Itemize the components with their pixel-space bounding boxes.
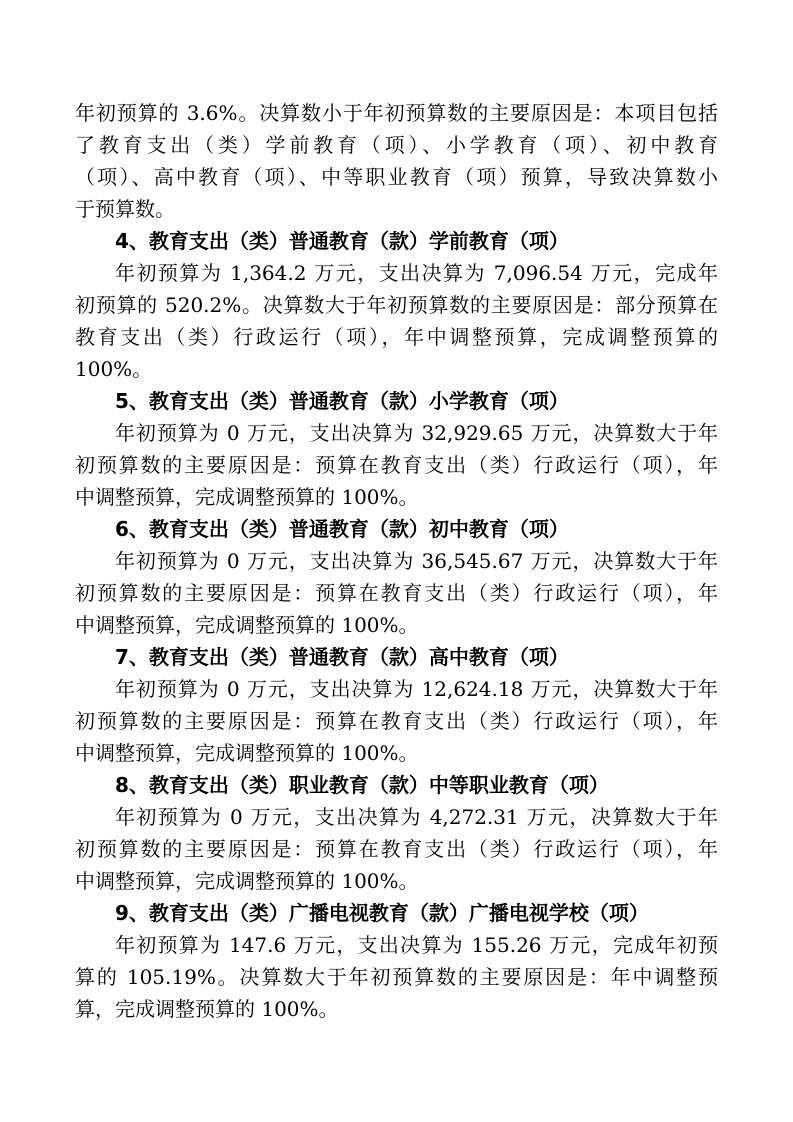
section-9-line-1: 年初预算为 147.6 万元，支出决算为 155.26 万元，完成年初预: [115, 933, 718, 957]
section-8-heading: 8、教育支出（类）职业教育（款）中等职业教育（项）: [115, 773, 609, 797]
section-7-line-3: 中调整预算，完成调整预算的 100%。: [75, 741, 419, 765]
section-5-line-1: 年初预算为 0 万元，支出决算为 32,929.65 万元，决算数大于年: [115, 421, 718, 445]
section-8-line-1: 年初预算为 0 万元，支出决算为 4,272.31 万元，决算数大于年: [115, 805, 718, 829]
intro-line-2: 了教育支出（类）学前教育（项）、小学教育（项）、初中教育: [75, 133, 718, 157]
section-5-line-2: 初预算数的主要原因是：预算在教育支出（类）行政运行（项），年: [75, 453, 718, 477]
section-8-line-3: 中调整预算，完成调整预算的 100%。: [75, 869, 419, 893]
section-8-line-2: 初预算数的主要原因是：预算在教育支出（类）行政运行（项），年: [75, 837, 718, 861]
section-9-line-3: 算，完成调整预算的 100%。: [75, 997, 339, 1021]
section-6-line-1: 年初预算为 0 万元，支出决算为 36,545.67 万元，决算数大于年: [115, 549, 718, 573]
section-9-heading: 9、教育支出（类）广播电视教育（款）广播电视学校（项）: [115, 901, 649, 925]
section-5-line-3: 中调整预算，完成调整预算的 100%。: [75, 485, 419, 509]
section-5-heading: 5、教育支出（类）普通教育（款）小学教育（项）: [115, 389, 569, 413]
section-4-line-4: 100%。: [75, 357, 153, 381]
section-7-heading: 7、教育支出（类）普通教育（款）高中教育（项）: [115, 645, 569, 669]
section-7-line-2: 初预算数的主要原因是：预算在教育支出（类）行政运行（项），年: [75, 709, 718, 733]
intro-line-1: 年初预算的 3.6%。决算数小于年初预算数的主要原因是：本项目包括: [75, 101, 718, 125]
section-4-line-2: 初预算的 520.2%。决算数大于年初预算数的主要原因是：部分预算在: [75, 293, 718, 317]
intro-line-3: （项）、高中教育（项）、中等职业教育（项）预算，导致决算数小: [75, 165, 718, 189]
section-4-line-3: 教育支出（类）行政运行（项），年中调整预算，完成调整预算的: [75, 325, 718, 349]
section-7-line-1: 年初预算为 0 万元，支出决算为 12,624.18 万元，决算数大于年: [115, 677, 718, 701]
section-9-line-2: 算的 105.19%。决算数大于年初预算数的主要原因是：年中调整预: [75, 965, 718, 989]
section-6-line-2: 初预算数的主要原因是：预算在教育支出（类）行政运行（项），年: [75, 581, 718, 605]
intro-line-4: 于预算数。: [75, 197, 175, 221]
section-6-heading: 6、教育支出（类）普通教育（款）初中教育（项）: [115, 517, 569, 541]
section-4-heading: 4、教育支出（类）普通教育（款）学前教育（项）: [115, 229, 569, 253]
section-6-line-3: 中调整预算，完成调整预算的 100%。: [75, 613, 419, 637]
section-4-line-1: 年初预算为 1,364.2 万元，支出决算为 7,096.54 万元，完成年: [115, 261, 718, 285]
